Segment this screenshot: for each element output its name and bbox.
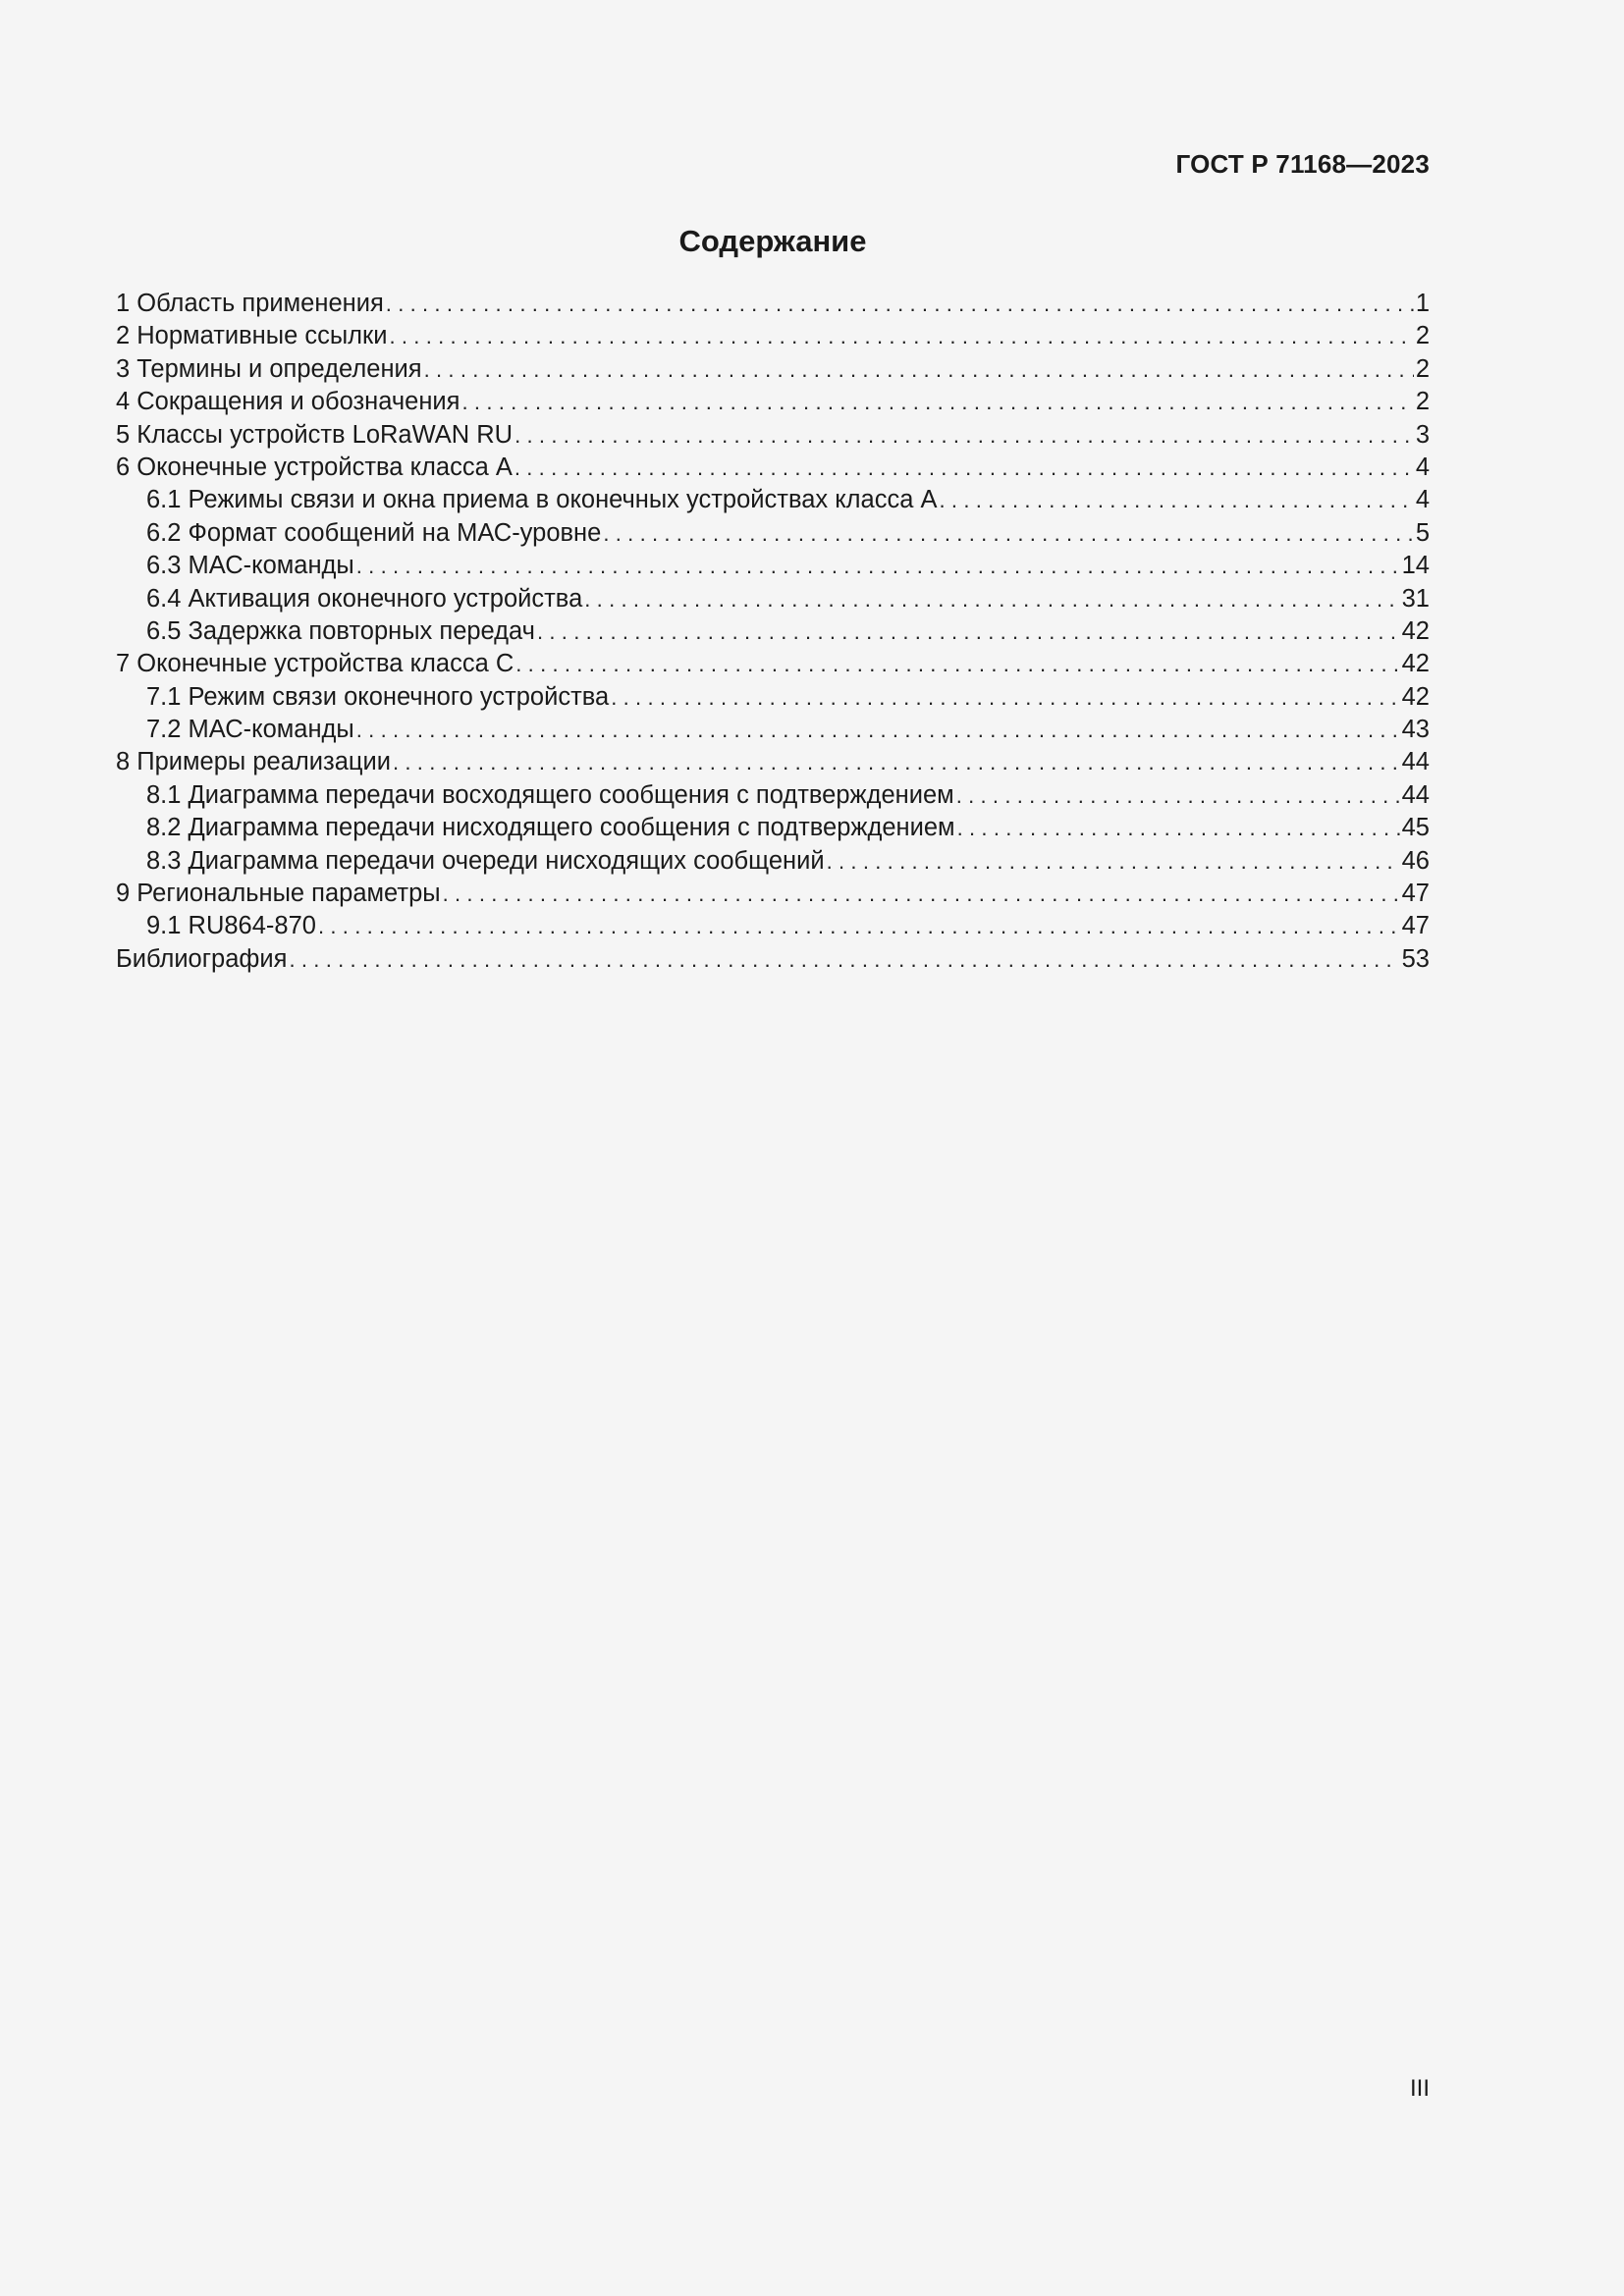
toc-entry-label: 6.3 МАС-команды bbox=[146, 552, 354, 580]
toc-title: Содержание bbox=[678, 224, 867, 258]
toc-entry-label: 6 Оконечные устройства класса А bbox=[116, 453, 513, 481]
toc-entry-label: 8 Примеры реализации bbox=[116, 748, 391, 776]
toc-entry-label: 2 Нормативные ссылки bbox=[116, 322, 388, 350]
toc-entry[interactable] bbox=[116, 648, 1430, 680]
toc-entry-label: Библиография bbox=[116, 944, 288, 973]
toc-leader-dots bbox=[514, 452, 1414, 484]
toc-leader-dots bbox=[537, 615, 1400, 648]
toc-entry-label: 8.2 Диаграмма передачи нисходящего сообщения с подтверждением bbox=[146, 814, 955, 842]
toc-entry-page: 42 bbox=[1401, 616, 1430, 645]
toc-leader-dots bbox=[393, 746, 1400, 778]
toc-entry-page: 4 bbox=[1415, 453, 1430, 481]
toc-entry-page: 42 bbox=[1401, 682, 1430, 711]
toc-subentry[interactable] bbox=[116, 583, 1430, 615]
toc-entry-label: 6.4 Активация оконечного устройства bbox=[146, 584, 583, 613]
toc-leader-dots bbox=[386, 288, 1414, 320]
toc-subentry[interactable] bbox=[116, 845, 1430, 878]
toc-entry-page: 31 bbox=[1401, 584, 1430, 613]
toc-leader-dots bbox=[611, 681, 1399, 714]
toc-entry-page: 53 bbox=[1401, 944, 1430, 973]
toc-leader-dots bbox=[462, 386, 1414, 418]
toc-subentry[interactable] bbox=[116, 681, 1430, 714]
toc-entry-label: 9.1 RU864-870 bbox=[146, 912, 316, 940]
toc-entry-label: 7.2 МАС-команды bbox=[146, 716, 354, 744]
toc-leader-dots bbox=[827, 845, 1400, 878]
toc-entry-page: 2 bbox=[1415, 388, 1430, 416]
toc-leader-dots bbox=[443, 878, 1400, 910]
toc-entry-page: 45 bbox=[1401, 814, 1430, 842]
toc-entry-page: 44 bbox=[1401, 748, 1430, 776]
toc-entry-label: 7.1 Режим связи оконечного устройства bbox=[146, 682, 610, 711]
toc-entry-page: 2 bbox=[1415, 354, 1430, 383]
toc-entry[interactable] bbox=[116, 943, 1430, 976]
toc-entry-page: 42 bbox=[1401, 650, 1430, 678]
toc-leader-dots bbox=[515, 648, 1399, 680]
toc-entry-label: 6.5 Задержка повторных передач bbox=[146, 616, 535, 645]
toc-entry-label: 7 Оконечные устройства класса С bbox=[116, 650, 514, 678]
toc-entry-label: 3 Термины и определения bbox=[116, 354, 422, 383]
toc-subentry[interactable] bbox=[116, 484, 1430, 516]
toc-subentry[interactable] bbox=[116, 812, 1430, 844]
toc-leader-dots bbox=[603, 517, 1413, 550]
toc-entry-page: 5 bbox=[1415, 518, 1430, 547]
toc-entry-label: 6.2 Формат сообщений на МАС-уровне bbox=[146, 518, 602, 547]
toc-entry-label: 6.1 Режимы связи и окна приема в оконечных устройствах класса А bbox=[146, 486, 938, 514]
toc-entry-label: 8.3 Диаграмма передачи очереди нисходящих сообщений bbox=[146, 846, 825, 875]
toc-entry-page: 1 bbox=[1415, 290, 1430, 317]
toc-entry[interactable] bbox=[116, 288, 1430, 320]
toc-entry-label: 4 Сокращения и обозначения bbox=[116, 388, 460, 416]
toc-subentry[interactable] bbox=[116, 550, 1430, 582]
toc-leader-dots bbox=[940, 484, 1414, 516]
document-code: ГОСТ Р 71168—2023 bbox=[1175, 149, 1430, 179]
toc-entry-page: 43 bbox=[1401, 716, 1430, 744]
toc-entry-label: 8.1 Диаграмма передачи восходящего сообщения с подтверждением bbox=[146, 780, 954, 809]
toc-subentry[interactable] bbox=[116, 910, 1430, 942]
toc-entry-page: 47 bbox=[1401, 880, 1430, 908]
toc-entry-label: 5 Классы устройств LoRaWAN RU bbox=[116, 420, 514, 449]
toc-leader-dots bbox=[424, 353, 1414, 386]
toc-entry[interactable] bbox=[116, 386, 1430, 418]
toc-entry-page: 44 bbox=[1401, 780, 1430, 809]
toc-subentry[interactable] bbox=[116, 615, 1430, 648]
toc-subentry[interactable] bbox=[116, 779, 1430, 812]
toc-subentry[interactable] bbox=[116, 517, 1430, 550]
toc-leader-dots bbox=[956, 779, 1400, 812]
toc-leader-dots bbox=[318, 910, 1400, 942]
toc-entry[interactable] bbox=[116, 419, 1430, 452]
toc-entry[interactable] bbox=[116, 878, 1430, 910]
toc-entry-label: 1 Область применения bbox=[116, 290, 384, 317]
table-of-contents bbox=[116, 288, 1430, 976]
toc-entry-label: 9 Региональные параметры bbox=[116, 880, 441, 908]
toc-leader-dots bbox=[356, 714, 1400, 746]
toc-entry[interactable] bbox=[116, 452, 1430, 484]
toc-leader-dots bbox=[389, 320, 1413, 352]
toc-entry-page: 46 bbox=[1401, 846, 1430, 875]
toc-entry-page: 3 bbox=[1415, 420, 1430, 449]
toc-entry-page: 47 bbox=[1401, 912, 1430, 940]
toc-entry[interactable] bbox=[116, 746, 1430, 778]
toc-subentry[interactable] bbox=[116, 714, 1430, 746]
toc-entry-page: 2 bbox=[1415, 322, 1430, 350]
toc-leader-dots bbox=[514, 419, 1414, 452]
toc-entry-page: 14 bbox=[1401, 552, 1430, 580]
toc-leader-dots bbox=[356, 550, 1400, 582]
toc-entry-page: 4 bbox=[1415, 486, 1430, 514]
page-number: III bbox=[1409, 2075, 1430, 2102]
toc-entry[interactable] bbox=[116, 353, 1430, 386]
toc-entry[interactable] bbox=[116, 320, 1430, 352]
toc-leader-dots bbox=[289, 943, 1399, 976]
toc-leader-dots bbox=[957, 812, 1400, 844]
toc-leader-dots bbox=[584, 583, 1399, 615]
